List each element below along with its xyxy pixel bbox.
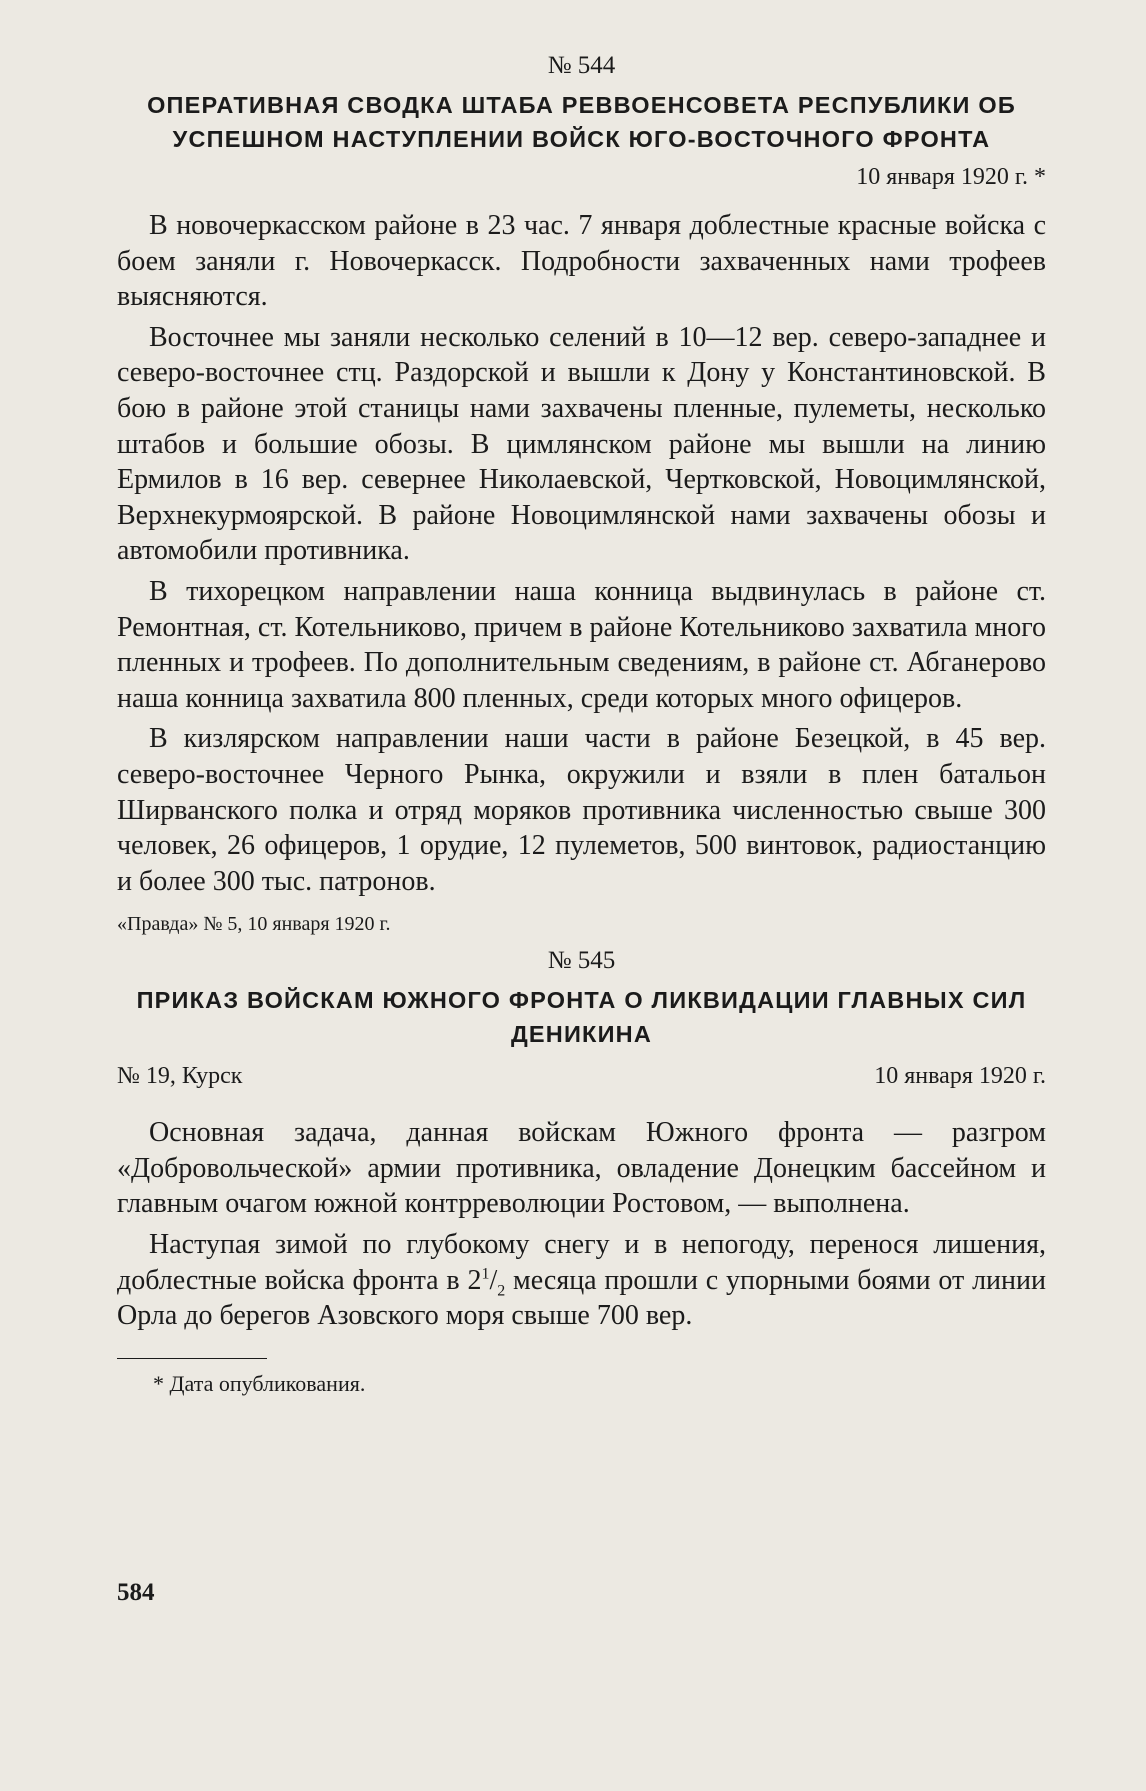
- paragraph: В кизлярском направлении наши части в районе Безецкой, в 45 вер. северо-восточнее Черного Рынка, окружили и взяли в плен батальон Ширванского полка и отряд моряков противника численностью свыше 300 человек, 26 офицеров, 1 орудие, 12 пулеметов, 500 винтовок, радиостанцию и более 300 тыс. патронов.: [117, 723, 1046, 897]
- paragraph-text: Наступая зимой по глубокому снегу и в непогоду, перенося лишения, доблестные войска фронта в 2: [117, 1229, 1046, 1296]
- paragraph: В тихорецком направлении наша конница выдвинулась в районе ст. Ремонтная, ст. Котельниково, причем в районе Котельниково захватила много пленных и трофеев. По дополнительным сведениям, в районе ст. Абганерово наша конница захватила 800 пленных, среди которых много офицеров.: [117, 575, 1046, 714]
- source-citation: «Правда» № 5, 10 января 1920 г.: [117, 913, 391, 936]
- paragraph-text: месяца прошли с упорными боями от линии Орла до берегов Азовского моря свыше 700 вер.: [117, 1264, 1046, 1332]
- document-number: № 545: [547, 947, 616, 975]
- fraction-slash: /: [489, 1264, 498, 1296]
- document-date: 10 января 1920 г.: [874, 1063, 1046, 1090]
- document-date: 10 января 1920 г. *: [856, 164, 1046, 190]
- paragraph: [117, 1227, 1046, 1334]
- document-title: ПРИКАЗ ВОЙСКАМ ЮЖНОГО ФРОНТА О ЛИКВИДАЦИИ ГЛАВНЫХ СИЛ ДЕНИКИНА: [136, 987, 1027, 1048]
- page-number: 584: [117, 1579, 155, 1606]
- paragraph: Восточнее мы заняли несколько селений в 10—12 вер. северо-западнее и северо-восточнее стц. Раздорской и вышли к Дону у Константиновской. В бою в районе этой станицы нами захвачены пленные, пулеметы, несколько штабов и большие обозы. В цимлянском районе мы вышли на линию Ермилов в 16 вер. севернее Николаевской, Чертковской, Новоцимлянской, Верхнекурмоярской. В районе Новоцимлянской нами захвачены обозы и автомобили противника.: [117, 321, 1046, 567]
- fraction-numerator: 1: [481, 1265, 490, 1283]
- document-545: [117, 943, 1046, 1334]
- document-544: [117, 48, 1046, 939]
- paragraph: В новочеркасском районе в 23 час. 7 января доблестные красные войска с боем заняли г. Новочеркасск. Подробности захваченных нами трофеев выясняются.: [117, 210, 1046, 313]
- document-meta-row: [117, 1059, 1046, 1093]
- order-number: № 19, Курск: [117, 1063, 243, 1090]
- fraction-denominator: 2: [497, 1282, 506, 1300]
- document-title: ОПЕРАТИВНАЯ СВОДКА ШТАБА РЕВВОЕНСОВЕТА РЕСПУБЛИКИ ОБ УСПЕШНОМ НАСТУПЛЕНИИ ВОЙСК ЮГО-ВОСТОЧНОГО ФРОНТА: [147, 92, 1016, 152]
- document-number: № 544: [547, 52, 616, 79]
- paragraph: Основная задача, данная войскам Южного фронта — разгром «Добровольческой» армии противника, овладение Донецким бассейном и главным очагом южной контрреволюции Ростовом, — выполнена.: [117, 1117, 1046, 1220]
- footnote: * Дата опубликования.: [153, 1370, 366, 1396]
- footnote-divider: [117, 1358, 267, 1359]
